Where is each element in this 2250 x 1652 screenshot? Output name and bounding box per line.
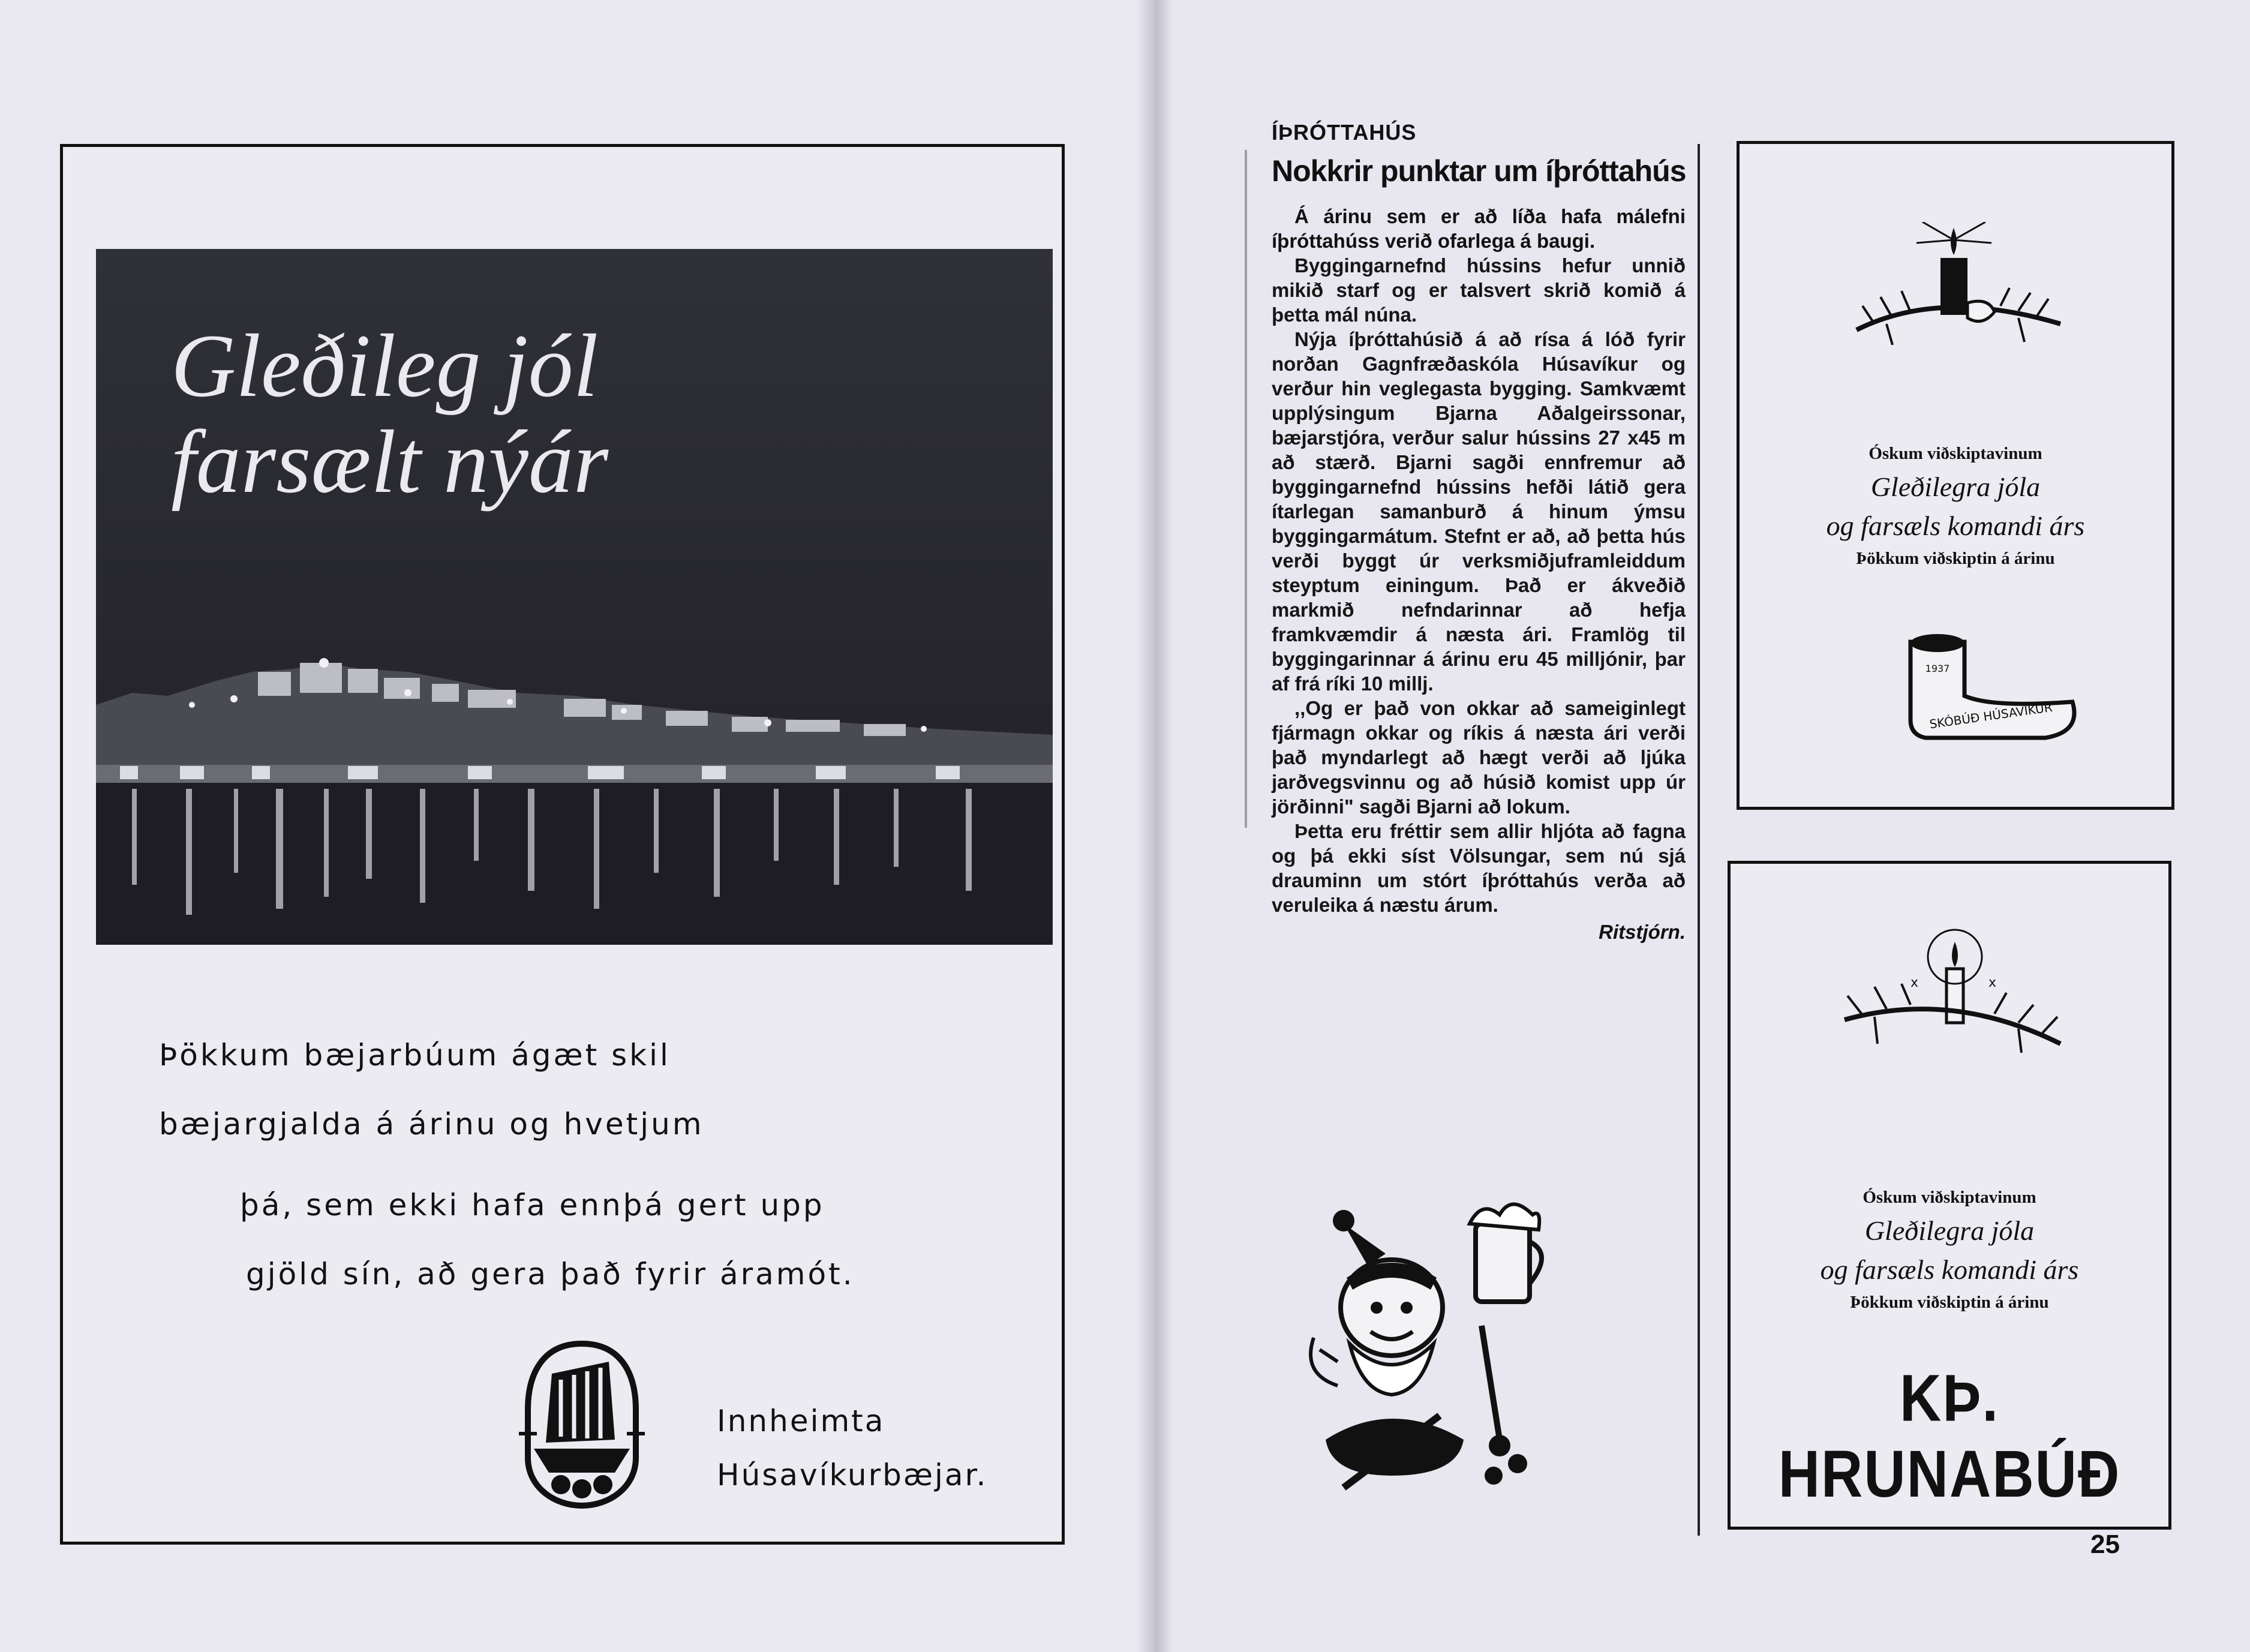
- shoe-shop-ad: [1737, 141, 2174, 810]
- logo-caption-line-1: Innheimta: [717, 1404, 885, 1438]
- husavik-ship-logo-icon: [519, 1338, 645, 1512]
- article-lead: Á árinu sem er að líða hafa málefni íþróttahúss verið ofarlega á baugi.: [1272, 205, 1686, 252]
- christmas-ad-left: [60, 144, 1065, 1545]
- bottom-ad-thanks: Þökkum viðskiptin á árinu: [1850, 1293, 2049, 1312]
- ad-text-line-4: gjöld sín, að gera það fyrir áramót.: [246, 1257, 855, 1291]
- article-kicker: ÍÞRÓTTAHÚS: [1272, 120, 1417, 145]
- boot-logo-word: SKÓBÚÐ HÚSAVÍKUR: [1928, 699, 2053, 732]
- article-paragraph-2: Nýja íþróttahúsið á að rísa á lóð fyrir norðan Gagnfræðaskóla Húsavíkur og verður hin veglegasta bygging. Samkvæmt upplýsingum Bjarna Aðalgeirssonar, bæjarstjóra, verður salur hússins 27 x45 m að stærð. Bjarni sagði ennfremur að byggingarnefnd hússins hefði látið gera ítarlegan samanburð á hinum ýmsu byggingarmátum. Stefnt er að, að þetta hús verði byggt úr verksmiðjuframleiddum steyptum einingum. Það er ákveðið markmið nefndarinnar að hefja framkvæmdir á næsta ári. Framlög til byggingarinnar á árinu eru 45 milljónir, þar af frá ríki 10 millj.: [1272, 328, 1686, 695]
- logo-caption-line-2: Húsavíkurbæjar.: [717, 1458, 988, 1492]
- article-divider: [1245, 150, 1247, 828]
- article-headline: Nokkrir punktar um íþróttahús: [1272, 154, 1686, 188]
- greeting-line-2: farsælt nýár: [171, 412, 609, 512]
- ad-text-line-3: þá, sem ekki hafa ennþá gert upp: [240, 1188, 825, 1223]
- ad-text-line-2: bæjargjalda á árinu og hvetjum: [159, 1107, 704, 1142]
- candle-pine-branch-icon: [1851, 222, 2066, 348]
- top-ad-greeting: Óskum viðskiptavinum: [1869, 444, 2042, 463]
- photo-greeting: [171, 318, 951, 510]
- bottom-ad-script-2: og farsæls komandi árs: [1820, 1254, 2079, 1285]
- skobud-boot-logo-icon: [1901, 630, 2081, 744]
- ad-text-line-1: Þökkum bæjarbúum ágæt skil: [159, 1038, 671, 1073]
- hrunabud-ad: [1728, 861, 2171, 1530]
- article-sports-hall: [1272, 120, 1686, 944]
- svg-text:x: x: [1910, 975, 1919, 990]
- boot-logo-year: 1937: [1925, 663, 1950, 674]
- harbour-night-photo: [96, 249, 1053, 945]
- article-signature: Ritstjórn.: [1599, 921, 1686, 943]
- top-ad-thanks: Þökkum viðskiptin á árinu: [1856, 549, 2055, 568]
- candle-branch-icon: [1839, 924, 2066, 1056]
- bottom-ad-script-1: Gleðilegra jóla: [1864, 1215, 2035, 1246]
- page-number: 25: [2090, 1530, 2120, 1559]
- top-ad-script-2: og farsæls komandi árs: [1826, 510, 2085, 541]
- article-paragraph-4: Þetta eru fréttir sem allir hljóta að fagna og þá ekki síst Völsungar, sem nú sjá drauminn um stórt íþróttahús verða að veruleika á næstu árum.: [1272, 820, 1686, 916]
- greeting-line-1: Gleðileg jól: [171, 316, 599, 416]
- book-gutter: [1137, 0, 1173, 1652]
- top-ad-script-1: Gleðilegra jóla: [1870, 471, 2041, 502]
- bottom-ad-greeting: Óskum viðskiptavinum: [1863, 1188, 2036, 1207]
- svg-text:x: x: [1988, 975, 1997, 990]
- article-paragraph-3: ,,Og er það von okkar að sameiginlegt fjármagn okkar og ríkis á næsta ári verði það myndarlegt að hægt verði að ljúka jarðvegsvinnu og að húsið komist upp úr jörðinni" sagði Bjarni að lokum.: [1272, 697, 1686, 818]
- santa-with-beer-illustration-icon: [1302, 1188, 1566, 1506]
- hrunabud-brand: KÞ. HRUNABÚÐ: [1778, 1361, 2121, 1512]
- article-paragraph-1: Byggingarnefnd hússins hefur unnið mikið starf og er talsvert skrið komið á þetta mál núna.: [1272, 254, 1686, 326]
- column-rule: [1698, 144, 1700, 1536]
